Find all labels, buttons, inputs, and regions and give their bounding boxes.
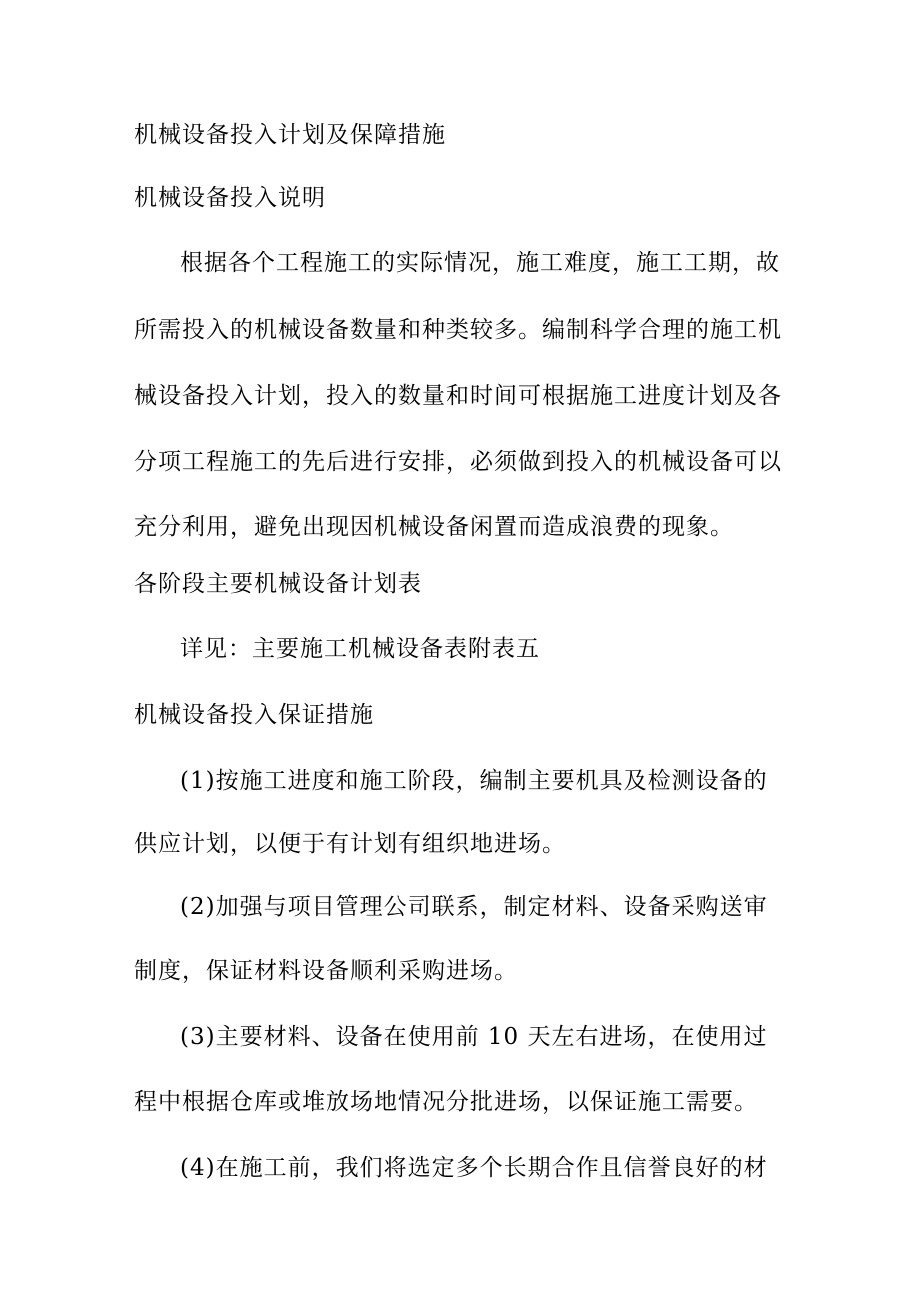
measure-line: (2)加强与项目管理公司联系，制定材料、设备采购送审 xyxy=(180,894,768,920)
paragraph-line: 根据各个工程施工的实际情况，施工难度，施工工期，故 xyxy=(180,250,780,276)
measure-line: (1)按施工进度和施工阶段，编制主要机具及检测设备的 xyxy=(180,768,768,794)
paragraph-line: 分项工程施工的先后进行安排，必须做到投入的机械设备可以 xyxy=(134,449,782,475)
paragraph-line: 充分利用，避免出现因机械设备闲置而造成浪费的现象。 xyxy=(134,514,734,540)
measure-line: 供应计划，以便于有计划有组织地进场。 xyxy=(134,831,566,857)
measure-line: (4)在施工前，我们将选定多个长期合作且信誉良好的材 xyxy=(180,1155,768,1181)
heading-explain: 机械设备投入说明 xyxy=(134,185,326,211)
plan-table-reference: 详见：主要施工机械设备表附表五 xyxy=(180,636,540,662)
measure-line: (3)主要材料、设备在使用前 10 天左右进场，在使用过 xyxy=(180,1024,768,1050)
paragraph-line: 械设备投入计划，投入的数量和时间可根据施工进度计划及各 xyxy=(134,383,782,409)
heading-guarantee: 机械设备投入保证措施 xyxy=(134,702,374,728)
heading-main: 机械设备投入计划及保障措施 xyxy=(134,122,446,148)
measure-line: 制度，保证材料设备顺利采购进场。 xyxy=(134,958,518,984)
heading-plan-table: 各阶段主要机械设备计划表 xyxy=(134,571,422,597)
measure-line: 程中根据仓库或堆放场地情况分批进场，以保证施工需要。 xyxy=(134,1089,758,1115)
paragraph-line: 所需投入的机械设备数量和种类较多。编制科学合理的施工机 xyxy=(134,317,782,343)
